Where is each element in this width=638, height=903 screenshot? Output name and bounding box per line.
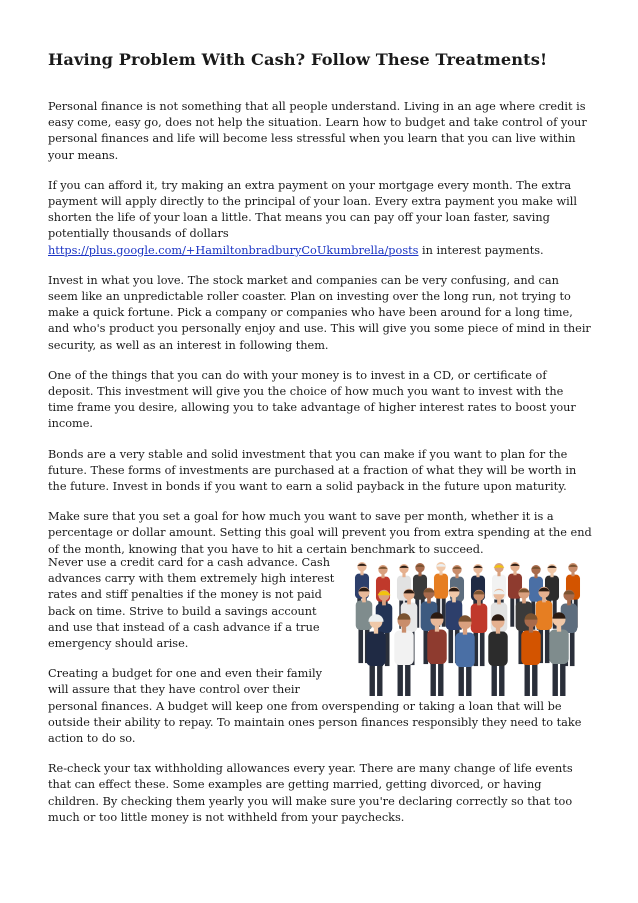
paragraph-intro: Personal finance is not something that all people understand. Living in an age where credit is easy come, easy go, does not help the situation. Learn how to budget and take control of your personal finances and life will become less stressful when you learn that you can live within your means. — [48, 100, 587, 162]
paragraph-tax: Re-check your tax withholding allowances every year. There are many change of life events that can effect these. Some examples are getting married, getting divorced, or having children. By checking them yearly you will make sure you're declaring correctly so that too much or too little money is not withheld from your paychecks. — [48, 762, 573, 824]
paragraph-mortgage-text: If you can afford it, try making an extra payment on your mortgage every month. The extra payment will apply directly to the principal of your loan. Every extra payment you make will shorten the life of your loan a little. That means you can pay off your loan faster, saving potentially thousands of dollars — [48, 178, 577, 241]
paragraph-mortgage — [48, 178, 592, 259]
paragraph-invest-love: Invest in what you love. The stock market and companies can be very confusing, and can seem like an unpredictable roller coaster. Plan on investing over the long run, not trying to make a quick fortune. Pick a company or companies who have been around for a long time, and who's product you personally enjoy and use. This will give you some piece of mind in their security, as well as an interest in following them. — [48, 273, 591, 352]
paragraph-cash-advance: Never use a credit card for a cash advance. Cash advances carry with them extremely high interest rates and stiff penalties if the money is not paid back on time. Strive to build a savings account and use that instead of a cash advance if a true emergency should arise. — [48, 556, 335, 651]
article-body-lower — [48, 555, 592, 826]
google-plus-link[interactable]: https://plus.google.com/+HamiltonbradburyCoUkumbrella/posts — [48, 243, 419, 257]
paragraph-cd: One of the things that you can do with your money is to invest in a CD, or certificate of deposit. This investment will give you the choice of how much you want to invest with the time frame you desire, allowing you to take advantage of higher interest rates to boost your income. — [48, 368, 576, 431]
paragraph-mortgage-tail: in interest payments. — [418, 243, 544, 257]
paragraph-savings-goal: Make sure that you set a goal for how much you want to save per month, whether it is a percentage or dollar amount. Setting this goal will prevent you from extra spending at the end of the month, knowing that you have to hit a certain benchmark to succeed. — [48, 510, 592, 556]
paragraph-budget: Creating a budget for one and even their family will assure that they have control over their personal finances. A budget will keep one from overspending or taking a loan that will be outside their ability to repay. To maintain ones person finances responsibly they need to take action to do so. — [48, 667, 582, 746]
paragraph-bonds: Bonds are a very stable and solid investment that you can make if you want to plan for the future. These forms of investments are purchased at a fraction of what they will be worth in the future. Invest in bonds if you want to earn a solid payback in the future upon maturity. — [48, 447, 577, 494]
group-of-people-photo — [346, 547, 588, 696]
page-title: Having Problem With Cash? Follow These Treatments! — [48, 50, 548, 69]
article-body — [48, 99, 592, 558]
